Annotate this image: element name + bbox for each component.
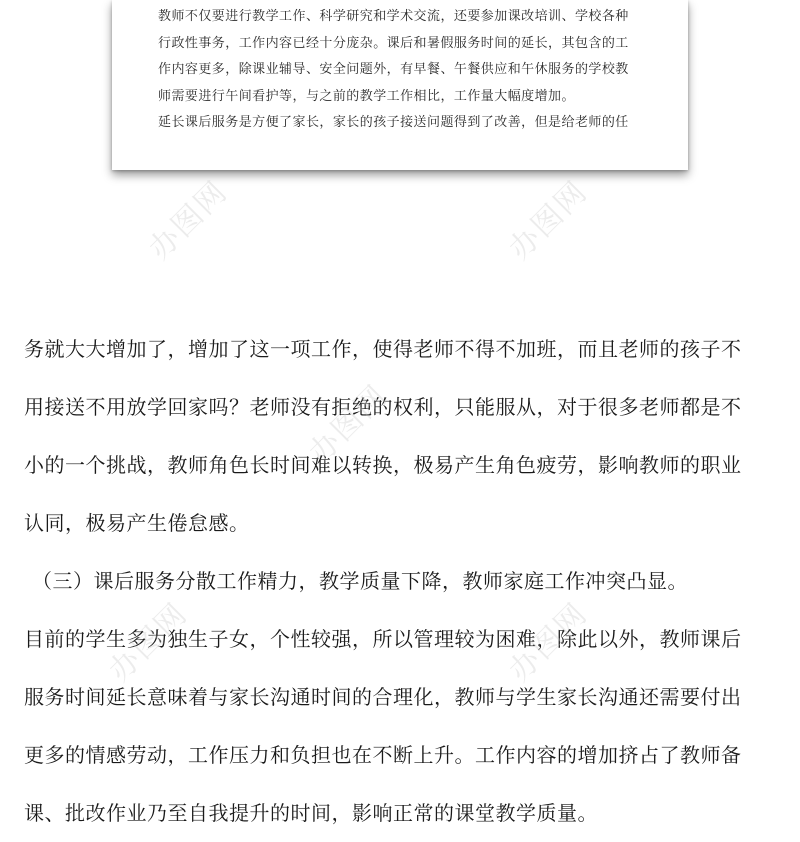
watermark: 办图网 xyxy=(102,596,195,689)
body-line: 课、批改作业乃至自我提升的时间，影响正常的课堂教学质量。 xyxy=(24,801,598,825)
body-text xyxy=(24,320,780,842)
body-line: 更多的情感劳动，工作压力和负担也在不断上升。工作内容的增加挤占了教师备 xyxy=(24,743,742,767)
excerpt-line: 教师不仅要进行教学工作、科学研究和学术交流，还要参加课改培训、学校各种 xyxy=(158,9,629,24)
section-heading: （三）课后服务分散工作精力，教学质量下降，教师家庭工作冲突凸显。 xyxy=(32,569,688,593)
body-line: 务就大大增加了，增加了这一项工作，使得老师不得不加班，而且老师的孩子不 xyxy=(24,337,742,361)
document-excerpt-card xyxy=(112,0,688,170)
watermark: 办图网 xyxy=(302,378,395,471)
watermark: 办图网 xyxy=(502,596,595,689)
excerpt-line: 延长课后服务是方便了家长，家长的孩子接送问题得到了改善，但是给老师的任 xyxy=(158,115,629,131)
excerpt-text xyxy=(158,4,658,137)
watermark: 办图网 xyxy=(502,174,595,267)
excerpt-line: 师需要进行午间看护等，与之前的教学工作相比，工作量大幅度增加。 xyxy=(158,88,575,104)
body-line: 认同，极易产生倦怠感。 xyxy=(24,511,250,535)
excerpt-line: 行政性事务，工作内容已经十分庞杂。课后和暑假服务时间的延长，其包含的工 xyxy=(158,35,629,51)
body-line: 用接送不用放学回家吗？老师没有拒绝的权利，只能服从，对于很多老师都是不 xyxy=(24,395,742,419)
excerpt-line: 作内容更多，除课业辅导、安全问题外，有早餐、午餐供应和午休服务的学校教 xyxy=(158,62,629,78)
watermark: 办图网 xyxy=(142,174,235,267)
body-line: 服务时间延长意味着与家长沟通时间的合理化，教师与学生家长沟通还需要付出 xyxy=(24,685,742,709)
body-line: 目前的学生多为独生子女，个性较强，所以管理较为困难，除此以外，教师课后 xyxy=(24,627,742,651)
body-line: 小的一个挑战，教师角色长时间难以转换，极易产生角色疲劳，影响教师的职业 xyxy=(24,453,742,477)
